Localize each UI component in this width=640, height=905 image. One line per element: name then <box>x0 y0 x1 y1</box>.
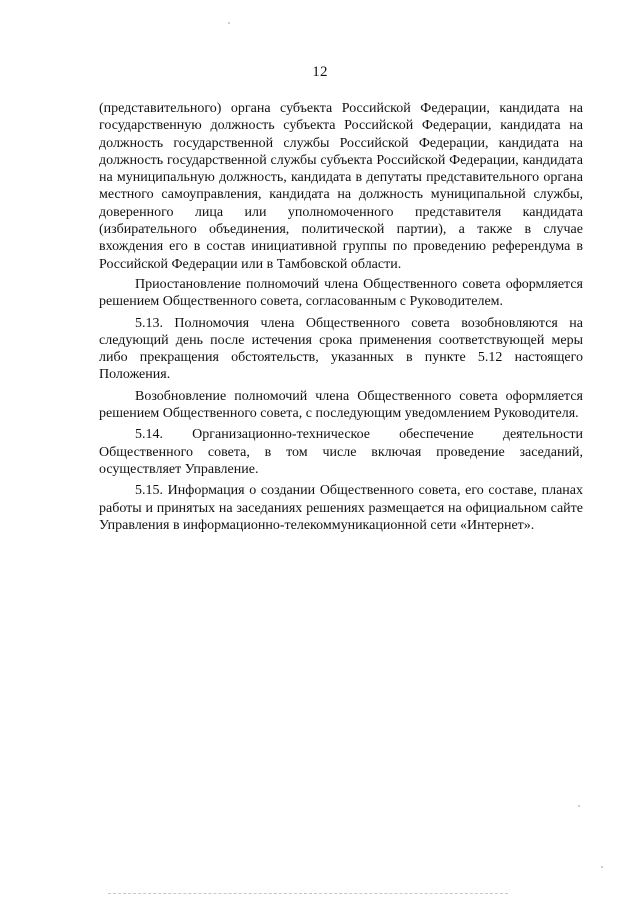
paragraph-continuation: (представительного) органа субъекта Российской Федерации, кандидата на государственную должность субъекта Российской Федерации, кандидата на должность государственной службы Российской Федерации, кандидата на должность государственной службы субъекта Российской Федерации, кандидата на муниципальную должность, кандидата в депутаты представительного органа местного самоуправления, кандидата на должность муниципальной службы, доверенного лица или уполномоченного представителя кандидата (избирательного объединения, политической партии), а также в случае вхождения его в состав инициативной группы по проведению референдума в Российской Федерации или в Тамбовской области. <box>99 101 583 272</box>
page-number: 12 <box>312 64 328 80</box>
paragraph-suspension: Приостановление полномочий члена Общественного совета оформляется решением Общественного совета, согласованным с Руководителем. <box>99 276 583 310</box>
document-body <box>99 100 583 538</box>
scan-speck <box>601 866 603 868</box>
paragraph-5-14: 5.14. Организационно-техническое обеспечение деятельности Общественного совета, в том числе включая проведение заседаний, осуществляет Управление. <box>99 427 583 477</box>
paragraph-5-15: 5.15. Информация о создании Общественного совета, его составе, планах работы и принятых на заседаниях решениях размещается на официальном сайте Управления в информационно-телекоммуникационной сети «Интернет». <box>99 483 583 533</box>
paragraph-5-13: 5.13. Полномочия члена Общественного совета возобновляются на следующий день после истечения срока применения соответствующей меры либо прекращения обстоятельств, указанных в пункте 5.12 настоящего Положения. <box>99 315 583 383</box>
scan-speck <box>578 805 580 807</box>
scan-speck <box>228 22 230 24</box>
paragraph-renewal: Возобновление полномочий члена Общественного совета оформляется решением Общественного совета, с последующим уведомлением Руководителя. <box>99 388 583 422</box>
footer-scan-line <box>108 893 508 894</box>
